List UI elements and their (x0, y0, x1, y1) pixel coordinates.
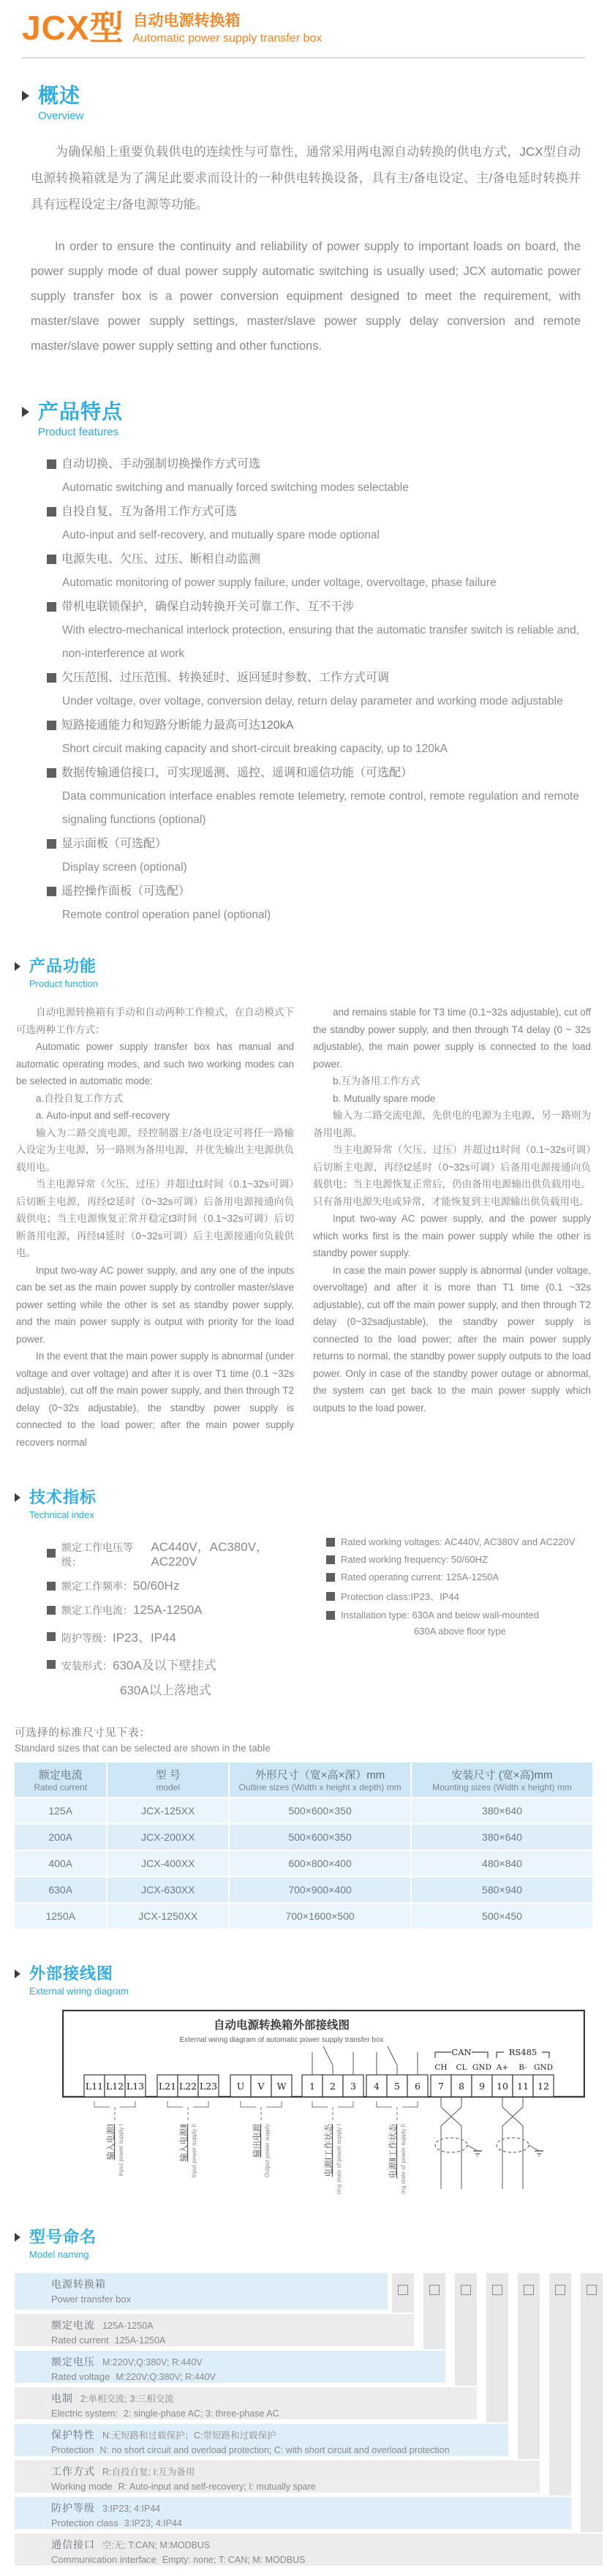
svg-text:Input power supply II: Input power supply II (191, 2124, 197, 2178)
svg-text:9: 9 (479, 2081, 485, 2092)
naming-row-cn (51, 2464, 540, 2479)
section-arrow-icon (22, 407, 29, 417)
code-box-icon (429, 2285, 440, 2295)
naming-label-en: Rated voltage (51, 2371, 110, 2382)
feature-text-cn (47, 666, 579, 690)
naming-row-cn (51, 2354, 445, 2370)
naming-row-cn (51, 2277, 388, 2292)
svg-text:L13: L13 (126, 2081, 145, 2092)
naming-code-column (423, 2273, 445, 2349)
page-header (0, 0, 607, 47)
technical-item-cn (47, 1536, 310, 1569)
naming-code-column (581, 2273, 603, 2532)
naming-row (15, 2351, 445, 2383)
feature-text-en: Automatic monitoring of power supply failure, under voltage, overvoltage, phase failure (62, 577, 497, 589)
bullet-square-icon (47, 1549, 56, 1558)
feature-text-cn (47, 761, 579, 785)
function-paragraph: a.自投自复工作方式 (36, 1092, 124, 1104)
table-cell: 700×900×400 (230, 1877, 410, 1902)
overview-title-en: Overview (38, 110, 84, 122)
product-title-cn: 自动电源转换箱 (132, 12, 241, 29)
function-paragraph: 当主电源异常（欠压、过压）并超过t1时间（0.1~32s可调）后切断主电源，再经t2延时（0~32s可调）后备用电源接通向负载供电；当主电源恢复正常并稳定t3时间（0.1~32s可调）后切断备用电源，再经t4延时（0~32s可调）后主电源接通向负载供电。 (16, 1179, 294, 1258)
naming-label-cn: 工作方式 (51, 2466, 95, 2477)
bullet-square-icon (47, 1660, 56, 1669)
function-paragraph: In case the main power supply is abnormal (under voltage, overvoltage) and after it is more than T1 time (0.1 ~32s adjustable), cut off the main power supply, and then through T2 delay (0~32sadjustable), the standby power supply is connected to the load power; after the main power supply returns to normal, the standby power supply outputs to the load power. Only in case of the standby power outage or abnormal, the system can get back to the main power supply which outputs to the load power. (313, 1264, 591, 1413)
bullet-square-icon (47, 459, 56, 469)
svg-text:11: 11 (517, 2081, 529, 2092)
naming-row (15, 2497, 571, 2529)
overview-title-cn: 概述 (38, 84, 81, 107)
naming-label-en: Communication interface (51, 2554, 157, 2565)
technical-item-cn (47, 1579, 310, 1593)
svg-text:1: 1 (309, 2081, 315, 2092)
technical-list-cn (47, 1536, 310, 1705)
svg-text:输入电源Ⅰ: 输入电源Ⅰ (107, 2124, 116, 2160)
feature-text-cn (47, 879, 579, 904)
technical-text-en: Rated operating current: 125A-1250A (341, 1571, 499, 1582)
overview-paragraph-cn: 为确保船上重要负载供电的连续性与可靠性，通常采用两电源自动转换的供电方式，JCX型自动电源转换箱就是为了满足此要求而设计的一种供电转换设备，具有主/备电设定、主/备电延时转换并具有远程设定主/备电源等功能。 (31, 145, 581, 211)
naming-row (15, 2387, 477, 2419)
function-paragraph: 输入为二路交流电源，先供电的电源为主电源，另一路则为备用电源。 (313, 1110, 591, 1138)
naming-label-cn: 额定电流 (51, 2319, 95, 2331)
function-paragraph: 输入为二路交流电源，经控制器主/备电设定可将任一路输入设定为主电源，另一路则为备用电源，并优先输出主电源供负载用电。 (16, 1127, 294, 1173)
code-box-icon (492, 2285, 502, 2295)
feature-text-en: Data communication interface enables remote telemetry, remote control, remote regulation and remote signaling functions (optional) (62, 790, 579, 826)
bullet-square-icon (47, 768, 56, 778)
technical-columns (47, 1536, 592, 1705)
product-title-en: Automatic power supply transfer box (132, 32, 323, 45)
naming-label-en: Rated current (51, 2335, 109, 2346)
svg-text:电源Ⅰ工作状态: 电源Ⅰ工作状态 (325, 2124, 333, 2177)
table-row (15, 1798, 592, 1823)
feature-cn-label: 显示面板（可选配） (61, 838, 167, 850)
naming-label-en: Electric system: (51, 2408, 118, 2419)
function-paragraph: and remains stable for T3 time (0.1~32s adjustable), cut off the standby power supply, and then through T4 delay (0 ~ 32s adjustable), the main power supply is connected to the load power. (313, 1007, 591, 1070)
feature-item (47, 547, 579, 595)
bullet-square-icon (47, 721, 56, 730)
naming-code-column (518, 2273, 540, 2459)
header-en: Mounting sizes (Width x height) mm (432, 1782, 572, 1792)
feature-item (47, 713, 579, 761)
code-box-icon (398, 2285, 408, 2295)
function-paragraph: 当主电源异常（欠压、过压）并超过t1时间（0.1~32s可调）后切断主电源，再经t2延时（0~32s可调）后备用电源接通向负载供电；当主电源恢复正常后，仍由备用电源输出供负载用电。只有备用电源失电或异常，才能恢复到主电源输出供负载用电。 (313, 1144, 591, 1207)
feature-item (47, 452, 579, 500)
svg-text:8: 8 (459, 2081, 464, 2092)
product-model-title: JCX型 (22, 9, 124, 47)
feature-text-en: With electro-mechanical interlock protection, ensuring that the automatic transfer switch is reliable and, non-interference at work (62, 624, 579, 660)
bullet-square-icon (326, 1611, 335, 1620)
svg-text:B-: B- (519, 2063, 527, 2072)
technical-list-en (310, 1536, 592, 1705)
naming-value-en: 125A-1250A (114, 2335, 166, 2346)
technical-text-en: Rated working voltages: AC440V, AC380V and AC220V (341, 1536, 576, 1547)
naming-row-en (51, 2479, 540, 2494)
table-cell: JCX-1250XX (108, 1904, 228, 1929)
wiring-title-cn: 外部接线图 (29, 1964, 114, 1983)
technical-title-en: Technical index (29, 1509, 94, 1520)
naming-value-cn: 空:无; T:CAN; M:MODBUS (102, 2540, 211, 2550)
naming-row (15, 2534, 603, 2566)
function-column-right (313, 1004, 591, 1451)
naming-row-en (51, 2406, 477, 2421)
section-arrow-icon (15, 2233, 20, 2242)
bullet-square-icon (47, 673, 56, 683)
svg-text:L11: L11 (85, 2081, 104, 2092)
feature-cn-label: 欠压范围、过压范围、转换延时、返回延时参数、工作方式可调 (61, 672, 390, 684)
technical-value-cn: 630A及以下壁挂式 (113, 1659, 216, 1672)
feature-text-cn (47, 595, 579, 619)
bullet-square-icon (47, 602, 56, 612)
header-cn: 外形尺寸（宽×高×深）mm (255, 1769, 385, 1781)
naming-row-en (51, 2443, 508, 2457)
technical-item-en (326, 1536, 592, 1547)
technical-value-cn: 125A-1250A (133, 1603, 203, 1617)
svg-text:5: 5 (394, 2081, 400, 2092)
section-overview-heading (22, 83, 607, 124)
header-en: model (156, 1782, 181, 1792)
feature-text-en: Under voltage, over voltage, conversion delay, return delay parameter and working mode adjustable (62, 695, 563, 707)
feature-text-en: Auto-input and self-recovery, and mutually spare mode optional (62, 529, 380, 541)
svg-text:L23: L23 (199, 2081, 218, 2092)
svg-text:电源Ⅱ工作状态: 电源Ⅱ工作状态 (389, 2124, 398, 2179)
feature-list (47, 452, 579, 927)
naming-code-column (392, 2273, 414, 2313)
naming-row-en (51, 2333, 414, 2348)
svg-text:W: W (276, 2081, 287, 2092)
sizes-table-body (15, 1798, 592, 1929)
wiring-diagram-svg (62, 2010, 585, 2194)
feature-item (47, 879, 579, 927)
naming-label-en: Protection class (51, 2517, 118, 2528)
naming-value-en: 3:IP23; 4:IP44 (124, 2518, 182, 2528)
svg-text:Working state of power supply: Working state of power supply I (336, 2124, 342, 2194)
feature-item (47, 666, 579, 713)
naming-row-en (51, 2292, 388, 2307)
naming-label-cn: 电源转换箱 (51, 2278, 106, 2290)
naming-label-cn: 通信接口 (51, 2539, 95, 2550)
svg-text:6: 6 (415, 2081, 421, 2092)
naming-row-cn (51, 2427, 508, 2443)
table-cell: 1250A (15, 1904, 106, 1929)
naming-value-cn: R:自投自复; I:互为备用 (102, 2467, 195, 2477)
header-en: Rated current (34, 1782, 88, 1792)
table-cell: 480×840 (412, 1851, 592, 1876)
naming-code-column (486, 2273, 508, 2422)
features-title-cn: 产品特点 (38, 400, 124, 423)
svg-text:CAN: CAN (451, 2047, 472, 2057)
svg-text:4: 4 (374, 2081, 380, 2092)
naming-label-cn: 额定电压 (51, 2356, 95, 2367)
feature-cn-label: 电源失电、欠压、过压、断相自动监测 (61, 553, 261, 566)
svg-text:10: 10 (497, 2081, 508, 2092)
feature-cn-label: 自动切换、手动强制切换操作方式可选 (61, 458, 261, 470)
function-paragraph: Automatic power supply transfer box has manual and automatic operating modes, and such two working modes can be selected in automatic mode: (16, 1041, 294, 1086)
naming-title-en: Model naming (29, 2249, 89, 2260)
technical-label-cn: 安装形式： (61, 1660, 113, 1672)
table-cell: JCX-200XX (108, 1825, 228, 1850)
technical-value-cn: AC440V，AC380V，AC220V (151, 1540, 269, 1569)
svg-text:GND: GND (534, 2063, 553, 2072)
naming-row (15, 2460, 540, 2493)
header-divider (22, 57, 585, 59)
svg-text:Working state of power supply: Working state of power supply II (400, 2124, 407, 2194)
bullet-square-icon (47, 1582, 56, 1591)
section-technical-heading (15, 1487, 607, 1522)
sizes-intro-en: Standard sizes that can be selected are shown in the table (15, 1743, 271, 1754)
table-row (15, 1825, 592, 1850)
technical-item-en (326, 1571, 592, 1582)
sizes-intro-cn: 可选择的标准尺寸见下表： (15, 1727, 151, 1739)
feature-cn-label: 遥控操作面板（可选配） (61, 885, 191, 898)
naming-label-en: Power transfer box (51, 2294, 132, 2305)
svg-text:12: 12 (538, 2081, 549, 2092)
section-arrow-icon (15, 1493, 20, 1502)
bullet-square-icon (326, 1538, 335, 1547)
naming-value-cn: 2:单相交流; 3:三相交流 (80, 2394, 174, 2404)
technical-label-cn: 额定工作电压等级： (61, 1542, 133, 1568)
table-cell: 380×640 (412, 1825, 592, 1850)
naming-title-cn: 型号命名 (29, 2228, 97, 2246)
function-paragraph: 自动电源转换箱有手动和自动两种工作模式，在自动模式下可选两种工作方式： (16, 1007, 294, 1035)
table-cell: 600×800×400 (230, 1851, 410, 1876)
technical-item-en (326, 1589, 592, 1603)
svg-text:A+: A+ (496, 2063, 509, 2072)
sizes-table-head (15, 1762, 592, 1797)
section-naming-heading (15, 2227, 607, 2261)
naming-row-cn (51, 2391, 477, 2406)
naming-value-cn: 3:IP23; 4:IP44 (102, 2504, 161, 2514)
code-box-icon (461, 2285, 471, 2295)
svg-text:L12: L12 (105, 2081, 124, 2092)
naming-value-en: N: no short circuit and overload protection; C: with short circuit and overload protection (99, 2445, 450, 2455)
svg-text:CH: CH (434, 2063, 448, 2072)
function-paragraph: Input two-way AC power supply, and the power supply which works first is the main power supply while the other is standby power supply. (313, 1213, 591, 1258)
naming-value-en: R: Auto-input and self-recovery; I: mutually spare (118, 2482, 316, 2492)
technical-item-en (326, 1554, 592, 1565)
function-paragraph: b. Mutually spare mode (333, 1092, 436, 1104)
sizes-header-cell (412, 1762, 592, 1797)
bullet-square-icon (47, 555, 56, 564)
naming-row-cn (51, 2318, 414, 2333)
bullet-square-icon (326, 1555, 335, 1564)
naming-value-cn: M:220V;Q:380V; R:440V (102, 2357, 203, 2367)
naming-row-cn (51, 2501, 571, 2516)
technical-item-cn (47, 1603, 310, 1618)
bullet-square-icon (47, 839, 56, 849)
feature-text-cn (47, 713, 579, 737)
svg-text:GND: GND (472, 2063, 491, 2072)
technical-label-cn: 防护等级： (61, 1632, 113, 1644)
bullet-square-icon (47, 887, 56, 896)
technical-text-en: Installation type: 630A and below wall-mounted (341, 1610, 540, 1621)
naming-label-en: Working mode (51, 2481, 113, 2492)
svg-text:U: U (236, 2081, 245, 2092)
svg-text:CL: CL (456, 2063, 467, 2072)
function-title-cn: 产品功能 (29, 957, 97, 975)
features-title-en: Product features (38, 426, 119, 438)
feature-text-en: Automatic switching and manually forced switching modes selectable (62, 481, 409, 494)
svg-text:输出电源: 输出电源 (253, 2124, 262, 2158)
code-box-icon (587, 2285, 597, 2295)
feature-cn-label: 短路接通能力和短路分断能力最高可达120kA (61, 719, 294, 732)
feature-text-cn (47, 832, 579, 856)
table-row (15, 1904, 592, 1929)
header-en: Outline sizes (Width x height x depth) mm (238, 1782, 401, 1792)
table-cell: 400A (15, 1851, 106, 1876)
feature-item (47, 500, 579, 547)
section-arrow-icon (22, 91, 29, 101)
feature-item (47, 832, 579, 879)
svg-text:V: V (257, 2081, 265, 2092)
naming-value-en: M:220V;Q:380V; R:440V (116, 2372, 216, 2382)
sizes-header-cell (230, 1762, 410, 1797)
naming-row (15, 2273, 388, 2310)
code-box-icon (524, 2285, 534, 2295)
table-cell: 630A (15, 1877, 106, 1902)
feature-item (47, 761, 579, 832)
svg-text:RS485: RS485 (508, 2047, 538, 2057)
code-box-icon (555, 2285, 565, 2295)
svg-text:External wiring diagram of aut: External wiring diagram of automatic power supply transfer box (179, 2036, 384, 2044)
feature-text-en: Display screen (optional) (62, 861, 187, 874)
model-naming-diagram (15, 2273, 603, 2569)
technical-extra-en: 630A above floor type (414, 1626, 506, 1637)
sizes-header-cell (108, 1762, 228, 1797)
naming-row (15, 2314, 414, 2346)
feature-item (47, 595, 579, 666)
wiring-title-en: External wiring diagram (29, 1986, 129, 1997)
header-cn: 型 号 (155, 1769, 181, 1781)
svg-text:3: 3 (350, 2081, 356, 2092)
bullet-square-icon (326, 1592, 335, 1601)
naming-row (15, 2424, 508, 2456)
technical-text-en: Rated working frequency: 50/60HZ (341, 1554, 488, 1565)
naming-label-en: Protection (51, 2444, 94, 2455)
svg-text:Output power supply: Output power supply (264, 2124, 271, 2178)
naming-value-cn: N:无短路和过载保护；C:带短路和过载保护 (102, 2430, 276, 2441)
function-paragraph: b.互为备用工作方式 (333, 1075, 421, 1086)
wiring-diagram (62, 2010, 607, 2198)
table-cell: 700×1600×500 (230, 1904, 410, 1929)
table-cell: 500×600×350 (230, 1798, 410, 1823)
function-column-left (16, 1004, 294, 1451)
svg-text:7: 7 (438, 2081, 444, 2092)
table-cell: 500×600×350 (230, 1825, 410, 1850)
standard-sizes-table (13, 1761, 594, 1930)
table-row (15, 1877, 592, 1902)
naming-row-en (51, 2370, 445, 2384)
sizes-header-row (15, 1762, 592, 1797)
technical-value-cn: IP23、IP44 (113, 1631, 176, 1645)
technical-item-en (326, 1610, 592, 1621)
table-cell: 125A (15, 1798, 106, 1823)
function-title-en: Product function (29, 978, 98, 989)
naming-row-cn (51, 2537, 603, 2553)
function-columns (16, 1004, 591, 1451)
technical-extra-cn: 630A以上落地式 (120, 1683, 211, 1697)
header-subtitles (132, 9, 322, 47)
naming-value-en: 2: single-phase AC; 3: three-phase AC (124, 2408, 279, 2419)
table-cell: JCX-630XX (108, 1877, 228, 1902)
naming-code-column (455, 2273, 477, 2386)
svg-text:自动电源转换箱外部接线图: 自动电源转换箱外部接线图 (213, 2018, 350, 2032)
section-features-heading (22, 399, 607, 440)
bullet-square-icon (47, 1606, 56, 1615)
section-function-heading (15, 956, 607, 991)
feature-text-en: Short circuit making capacity and short-circuit breaking capacity, up to 120kA (62, 743, 448, 755)
feature-cn-label: 带机电联锁保护，确保自动转换开关可靠工作、互不干涉 (61, 601, 355, 613)
svg-text:Input power supply I: Input power supply I (118, 2124, 124, 2177)
naming-label-cn: 电制 (51, 2392, 73, 2404)
table-cell: 500×450 (412, 1904, 592, 1929)
function-paragraph: Input two-way AC power supply, and any one of the inputs can be set as the main power supply by controller master/slave power setting while the other is set as standby power supply, and the main power supply is output with priority for the load power. (16, 1264, 294, 1345)
technical-item-cn (47, 1627, 310, 1645)
table-row (15, 1851, 592, 1876)
feature-text-cn (47, 452, 579, 476)
bullet-square-icon (47, 1632, 56, 1641)
section-wiring-heading (15, 1964, 607, 1998)
section-arrow-icon (15, 962, 20, 971)
feature-text-cn (47, 500, 579, 524)
svg-text:L22: L22 (178, 2081, 197, 2092)
naming-label-cn: 保护特性 (51, 2429, 95, 2441)
function-paragraph: In the event that the main power supply is abnormal (under voltage and over voltage) and after it is over T1 time (0.1 ~32s adjustable), cut off the main power supply, and then through T2 delay (0~32s adjustable), the standby power supply is connected to the load power; after the main power supply recovers normal (16, 1351, 294, 1448)
table-cell: 580×940 (412, 1877, 592, 1902)
header-cn: 额定电流 (38, 1769, 83, 1781)
svg-text:2: 2 (330, 2081, 336, 2092)
section-arrow-icon (15, 1969, 20, 1978)
header-cn: 安装尺寸 (宽×高)mm (451, 1769, 553, 1781)
naming-value-en: Empty: none; T: CAN; M: MODBUS (162, 2555, 306, 2565)
technical-text-en: Protection class:IP23、IP44 (341, 1591, 459, 1602)
table-cell: JCX-400XX (108, 1851, 228, 1876)
naming-row-en (51, 2516, 571, 2531)
table-cell: JCX-125XX (108, 1798, 228, 1823)
naming-value-cn: 125A-1250A (102, 2321, 154, 2331)
technical-title-cn: 技术指标 (29, 1488, 97, 1506)
naming-code-column (549, 2273, 571, 2496)
feature-text-en: Remote control operation panel (optional) (62, 909, 271, 921)
bullet-square-icon (47, 507, 56, 517)
table-cell: 380×640 (412, 1798, 592, 1823)
sizes-header-cell (15, 1762, 106, 1797)
bullet-square-icon (326, 1573, 335, 1582)
naming-row-en (51, 2553, 603, 2567)
function-paragraph: a. Auto-input and self-recovery (36, 1110, 170, 1121)
technical-label-cn: 额定工作频率： (61, 1580, 133, 1592)
feature-text-cn (47, 547, 579, 571)
feature-cn-label: 数据传输通信接口，可实现遥测、遥控、遥调和遥信功能（可选配） (61, 767, 413, 779)
feature-cn-label: 自投自复、互为备用工作方式可选 (61, 506, 238, 518)
svg-text:输入电源Ⅱ: 输入电源Ⅱ (180, 2124, 189, 2162)
naming-label-cn: 防护等级 (51, 2502, 95, 2514)
technical-item-cn (47, 1655, 310, 1673)
svg-text:L21: L21 (158, 2081, 177, 2092)
technical-value-cn: 50/60Hz (133, 1579, 180, 1593)
table-cell: 200A (15, 1825, 106, 1850)
overview-paragraph-en: In order to ensure the continuity and reliability of power supply to important loads on board, the power supply mode of dual power supply automatic switching is usually used; JCX automatic power supply transfer box is a power conversion equipment designed to meet the requirement, with master/slave power supply settings, master/slave power supply delay conversion and remote master/slave power supply setting and other functions. (31, 240, 581, 353)
technical-label-cn: 额定工作电流： (61, 1604, 133, 1616)
